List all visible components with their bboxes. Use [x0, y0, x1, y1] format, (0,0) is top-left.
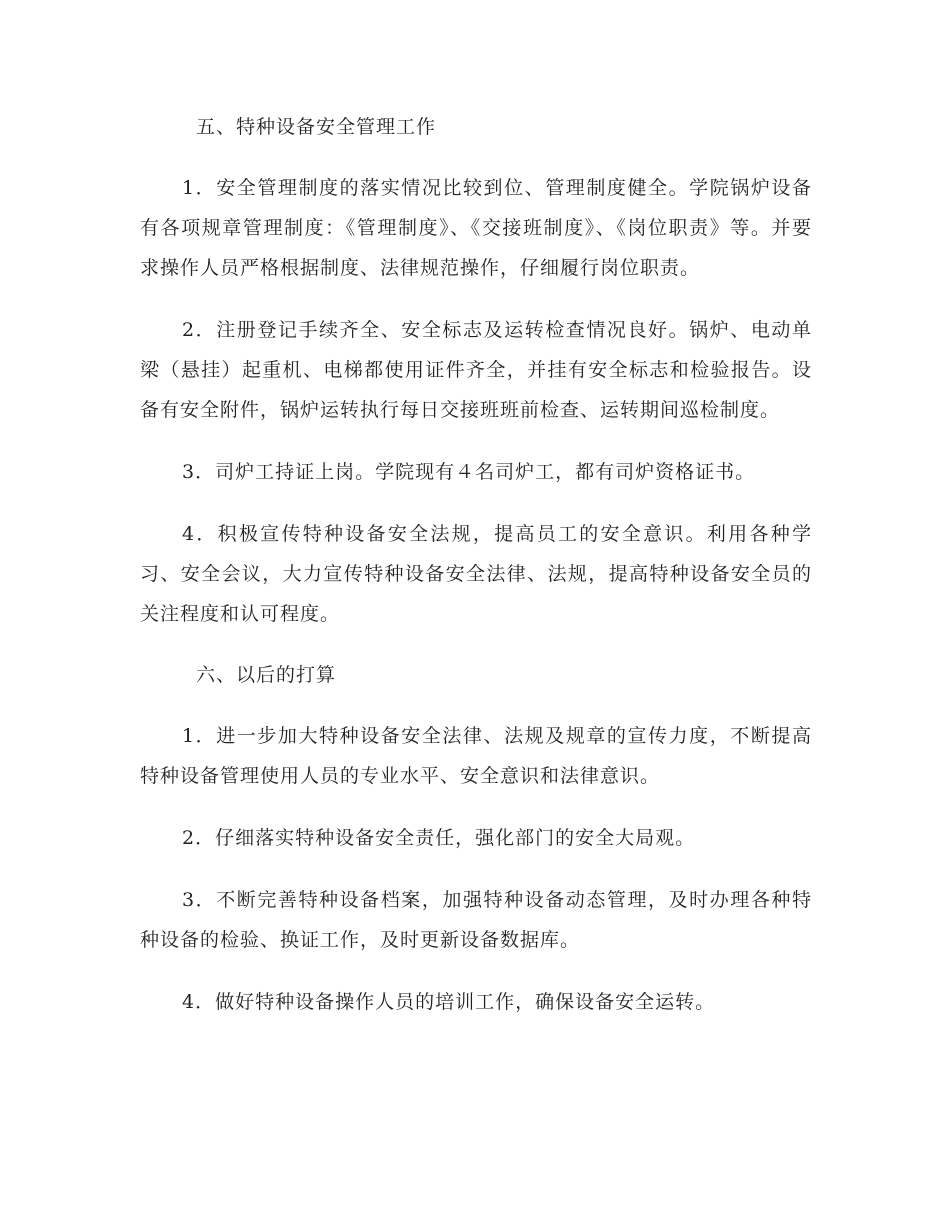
- paragraph-management-system: 1．安全管理制度的落实情况比较到位、管理制度健全。学院锅炉设备有各项规章管理制度：《管理制度》、《交接班制度》、《岗位职责》等。并要求操作人员严格根据制度、法律规范操作，仔细履行岗位职责。: [140, 177, 812, 279]
- paragraph-plan-archives: 3．不断完善特种设备档案，加强特种设备动态管理，及时办理各种特种设备的检验、换证工作，及时更新设备数据库。: [140, 889, 812, 951]
- document-body: [140, 108, 812, 1044]
- section-heading-special-equipment-safety: 五、特种设备安全管理工作: [196, 116, 437, 138]
- paragraph-plan-responsibility: 2．仔细落实特种设备安全责任，强化部门的安全大局观。: [182, 827, 696, 849]
- paragraph-plan-training: 4．做好特种设备操作人员的培训工作，确保设备安全运转。: [182, 991, 716, 1013]
- paragraph-certified-boiler-operators: 3．司炉工持证上岗。学院现有４名司炉工，都有司炉资格证书。: [182, 461, 756, 483]
- section-heading-future-plans: 六、以后的打算: [196, 664, 337, 686]
- paragraph-registration-procedures: 2．注册登记手续齐全、安全标志及运转检查情况良好。锅炉、电动单梁（悬挂）起重机、电梯都使用证件齐全，并挂有安全标志和检验报告。设备有安全附件，锅炉运转执行每日交接班班前检查、运转期间巡检制度。: [140, 319, 812, 421]
- paragraph-plan-publicity: 1．进一步加大特种设备安全法律、法规及规章的宣传力度，不断提高特种设备管理使用人员的专业水平、安全意识和法律意识。: [140, 725, 812, 787]
- paragraph-safety-publicity: 4．积极宣传特种设备安全法规，提高员工的安全意识。利用各种学习、安全会议，大力宣传特种设备安全法律、法规，提高特种设备安全员的关注程度和认可程度。: [140, 523, 812, 625]
